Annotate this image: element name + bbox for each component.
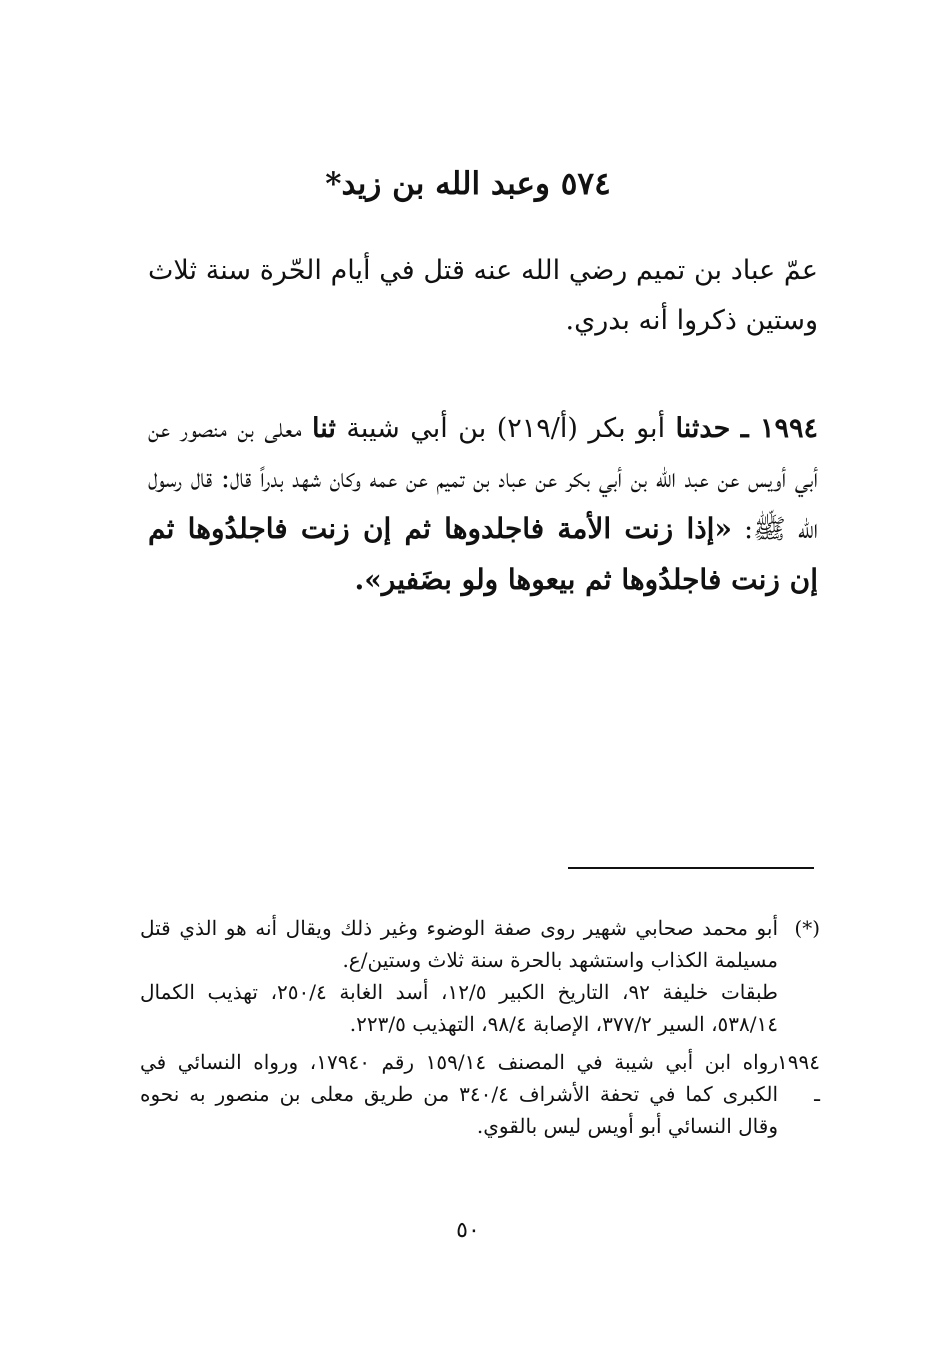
footnote-hadith-takhrij xyxy=(140,1046,820,1142)
hadith-isnad-part-1: أبو بكر (أ/٢١٩) بن أبي شيبة xyxy=(346,413,666,444)
entry-biography: عمّ عباد بن تميم رضي الله عنه قتل في أيام الحّرة سنة ثلاث وستين ذكروا أنه بدري. xyxy=(148,255,818,336)
hadith-isnad-part-2: معلى بن منصور عن أبي أويس عن عبد الله بن أبي بكر عن عباد بن تميم عن عمه وكان شهد بدراً قال: قال رسول الله ﷺ: xyxy=(148,413,818,545)
footnote-marker: ١٩٩٤ ـ xyxy=(777,1050,820,1106)
footnote-biography xyxy=(140,912,820,1040)
hadith-thana: ثنا xyxy=(312,413,336,444)
footnote-marker: (*) xyxy=(794,916,820,940)
hadith-haddathana: حدثنا xyxy=(675,413,731,444)
footnote-line: طبقات خليفة ٩٢، التاريخ الكبير ١٢/٥، أسد الغابة ٢٥٠/٤، تهذيب الكمال ٥٣٨/١٤، السير ٣٧٧/٢، الإصابة ٩٨/٤، التهذيب ٢٢٣/٥. xyxy=(140,980,778,1036)
footnote-separator xyxy=(568,867,814,869)
footnote-line: أبو محمد صحابي شهير روى صفة الوضوء وغير ذلك ويقال أنه هو الذي قتل مسيلمة الكذاب واستشهد بالحرة سنة ثلاث وستين/ع. xyxy=(140,916,778,972)
footnote-line: رواه ابن أبي شيبة في المصنف ١٥٩/١٤ رقم ١٧٩٤٠، ورواه النسائي في الكبرى كما في تحفة الأشراف ٣٤٠/٤ من طريق معلى بن منصور به نحوه وقال النسائي أبو أويس ليس بالقوي. xyxy=(140,1050,778,1138)
footnotes xyxy=(140,912,820,1148)
hadith-text xyxy=(148,404,818,606)
page-number: ٥٠ xyxy=(456,1218,480,1243)
hadith-matn: «إذا زنت الأمة فاجلدوها ثم إن زنت فاجلدُوها ثم إن زنت فاجلدُوها ثم بيعوها ولو بضَفير». xyxy=(148,512,818,596)
entry-title: ٥٧٤ وعبد الله بن زيد* xyxy=(325,166,611,202)
hadith-number: ١٩٩٤ ـ xyxy=(740,413,818,444)
